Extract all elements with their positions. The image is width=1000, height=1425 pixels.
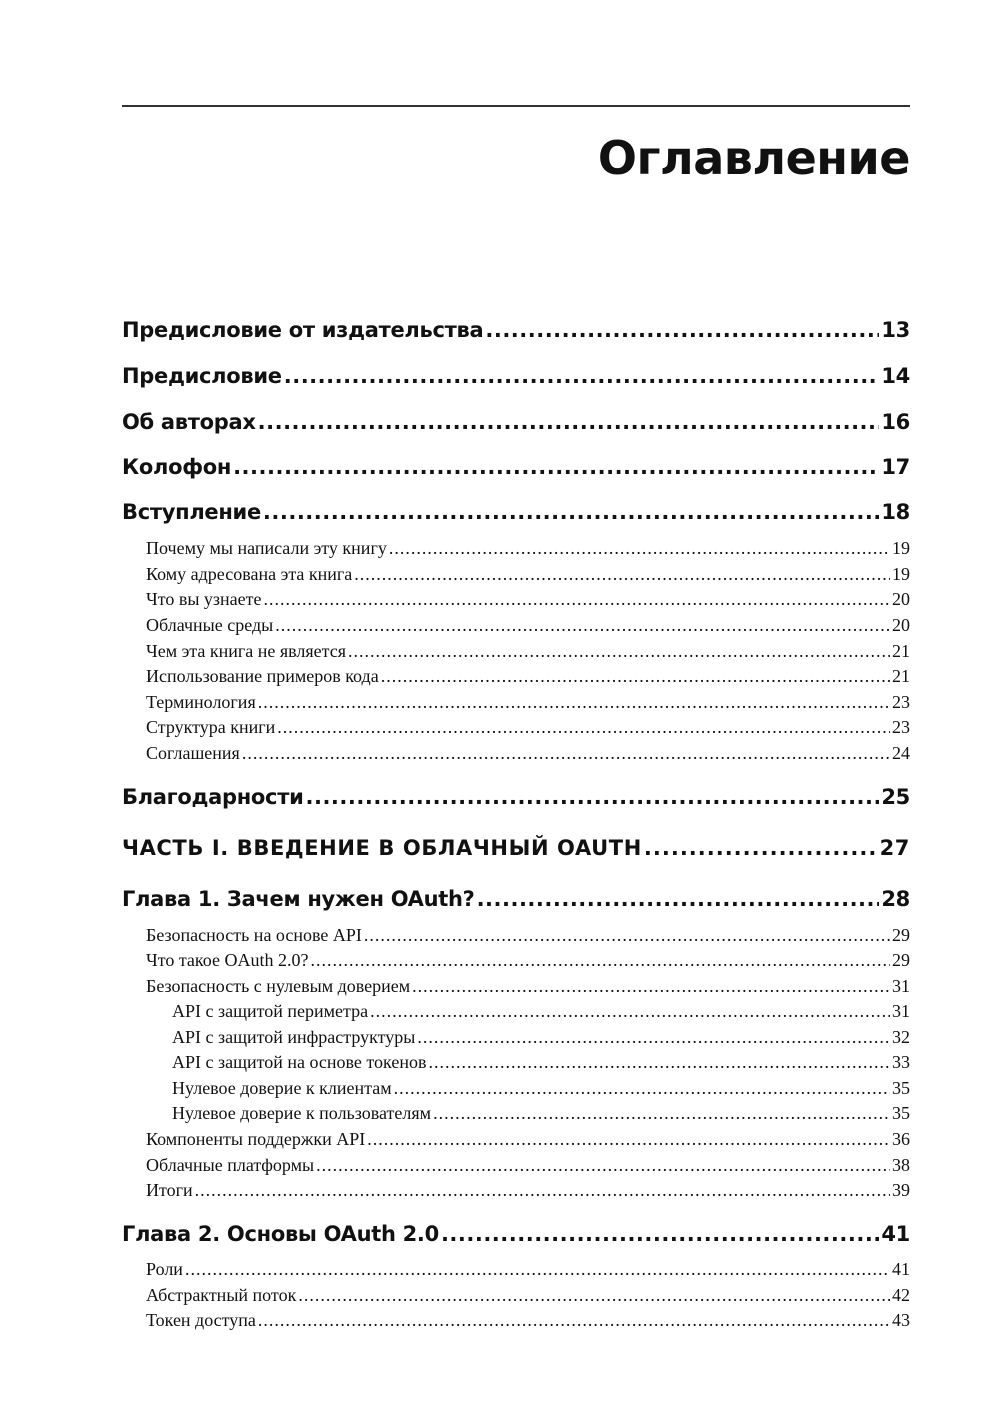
toc-leader-dots [310,950,890,971]
toc-entry-label: Об авторах [122,410,256,434]
toc-entry [122,950,910,971]
toc-entry-page: 32 [892,1027,910,1047]
toc-leader-dots [242,743,890,764]
toc-entry-label: ЧАСТЬ I. ВВЕДЕНИЕ В ОБЛАЧНЫЙ OAUTH [122,836,642,860]
toc-entry-label: Нулевое доверие к пользователям [172,1103,432,1123]
toc-entry-label: Глава 2. Основы OAuth 2.0 [122,1222,439,1246]
toc-leader-dots [394,1078,890,1099]
toc-entry [122,976,910,997]
toc-entry-label: Что такое OAuth 2.0? [146,950,309,970]
toc-entry [122,410,910,434]
toc-entry-page: 23 [892,717,910,737]
toc-entry-page: 36 [892,1129,910,1149]
toc-leader-dots [264,589,891,610]
toc-entry-label: Кому адресована эта книга [146,564,353,584]
toc-entry-page: 38 [892,1155,910,1175]
toc-leader-dots [195,1180,890,1201]
toc-entry [122,500,910,524]
toc-leader-dots [367,1129,890,1150]
toc-entry-page: 23 [892,692,910,712]
toc-entry-label: Предисловие от издательства [122,318,484,342]
toc-leader-dots [306,785,880,809]
toc-entry [122,589,910,610]
toc-leader-dots [485,318,879,342]
toc-leader-dots [275,615,890,636]
toc-entry [122,1285,910,1306]
page-title: Оглавление [597,131,910,185]
toc-entry-page: 20 [892,615,910,635]
toc-entry-label: Почему мы написали эту книгу [146,538,387,558]
toc-entry-page: 39 [892,1180,910,1200]
toc-entry [122,1129,910,1150]
toc-entry-label: Облачные платформы [146,1155,315,1175]
toc-entry-page: 17 [881,455,910,479]
toc-entry [122,717,910,738]
toc-leader-dots [370,1001,890,1022]
toc-entry [122,1052,910,1073]
toc-leader-dots [644,836,878,860]
toc-entry [122,666,910,687]
toc-entry-label: Токен доступа [146,1310,256,1330]
toc-entry-label: Вступление [122,500,261,524]
toc-entry-label: Терминология [146,692,256,712]
toc-entry [122,615,910,636]
toc-entry [122,1180,910,1201]
toc-entry-page: 41 [881,1222,910,1246]
toc-entry-page: 28 [881,887,910,911]
toc-entry [122,1310,910,1331]
toc-entry-label: API с защитой инфраструктуры [172,1027,416,1047]
toc-entry [122,318,910,342]
toc-leader-dots [428,1052,890,1073]
toc-entry-label: Безопасность на основе API [146,925,362,945]
toc-entry [122,1001,910,1022]
toc-entry-page: 18 [881,500,910,524]
toc-entry-page: 43 [892,1310,910,1330]
toc-entry-page: 25 [881,785,910,809]
toc-leader-dots [417,1027,890,1048]
toc-entry-label: Итоги [146,1180,193,1200]
table-of-contents [122,0,910,1425]
toc-entry [122,1222,910,1246]
toc-entry-label: Структура книги [146,717,276,737]
toc-leader-dots [185,1259,890,1280]
toc-entry-label: Нулевое доверие к клиентам [172,1078,392,1098]
toc-entry-page: 29 [892,925,910,945]
toc-leader-dots [298,1285,890,1306]
toc-entry-page: 19 [892,564,910,584]
toc-entry-page: 27 [879,836,910,860]
toc-entry-page: 24 [892,743,910,763]
toc-leader-dots [316,1155,890,1176]
toc-entry-label: API с защитой периметра [172,1001,369,1021]
toc-entry [122,538,910,559]
toc-entry-page: 33 [892,1052,910,1072]
toc-entry-page: 21 [892,641,910,661]
toc-leader-dots [258,1310,890,1331]
toc-entry-page: 19 [892,538,910,558]
toc-entry [122,743,910,764]
toc-entry-label: API с защитой на основе токенов [172,1052,427,1072]
toc-entry-page: 35 [892,1103,910,1123]
toc-entry-page: 21 [892,666,910,686]
toc-entry-page: 13 [881,318,910,342]
toc-entry [122,1078,910,1099]
toc-entry [122,1155,910,1176]
toc-entry [122,836,910,860]
toc-leader-dots [433,1103,890,1124]
toc-leader-dots [233,455,879,479]
toc-entry-label: Чем эта книга не является [146,641,347,661]
toc-entry-label: Что вы узнаете [146,589,262,609]
toc-entry-page: 29 [892,950,910,970]
toc-entry-label: Использование примеров кода [146,666,379,686]
toc-entry-page: 31 [892,1001,910,1021]
toc-entry-label: Безопасность с нулевым доверием [146,976,411,996]
toc-leader-dots [284,364,880,388]
toc-entry-label: Глава 1. Зачем нужен OAuth? [122,887,475,911]
toc-leader-dots [412,976,890,997]
toc-entry [122,785,910,809]
toc-entry-page: 42 [892,1285,910,1305]
toc-entry [122,692,910,713]
toc-entry-page: 14 [881,364,910,388]
toc-entry-label: Соглашения [146,743,240,763]
toc-entry [122,641,910,662]
toc-entry-label: Роли [146,1259,183,1279]
toc-leader-dots [441,1222,879,1246]
toc-entry [122,887,910,911]
toc-entry [122,364,910,388]
toc-leader-dots [389,538,890,559]
toc-entry [122,564,910,585]
toc-leader-dots [258,692,890,713]
toc-leader-dots [354,564,890,585]
toc-entry-page: 20 [892,589,910,609]
toc-leader-dots [364,925,890,946]
toc-leader-dots [277,717,890,738]
toc-leader-dots [348,641,890,662]
toc-entry-label: Компоненты поддержки API [146,1129,366,1149]
toc-entry-page: 31 [892,976,910,996]
toc-entry-page: 41 [892,1259,910,1279]
toc-entry-page: 16 [881,410,910,434]
toc-entry [122,455,910,479]
toc-leader-dots [258,410,880,434]
toc-entry [122,925,910,946]
toc-entry-label: Предисловие [122,364,282,388]
toc-leader-dots [263,500,879,524]
toc-leader-dots [477,887,880,911]
toc-leader-dots [381,666,890,687]
toc-entry-label: Облачные среды [146,615,274,635]
toc-entry-label: Колофон [122,455,232,479]
toc-entry [122,1259,910,1280]
toc-entry-label: Благодарности [122,785,304,809]
toc-entry [122,1027,910,1048]
toc-entry-page: 35 [892,1078,910,1098]
toc-entry-label: Абстрактный поток [146,1285,297,1305]
toc-entry [122,1103,910,1124]
